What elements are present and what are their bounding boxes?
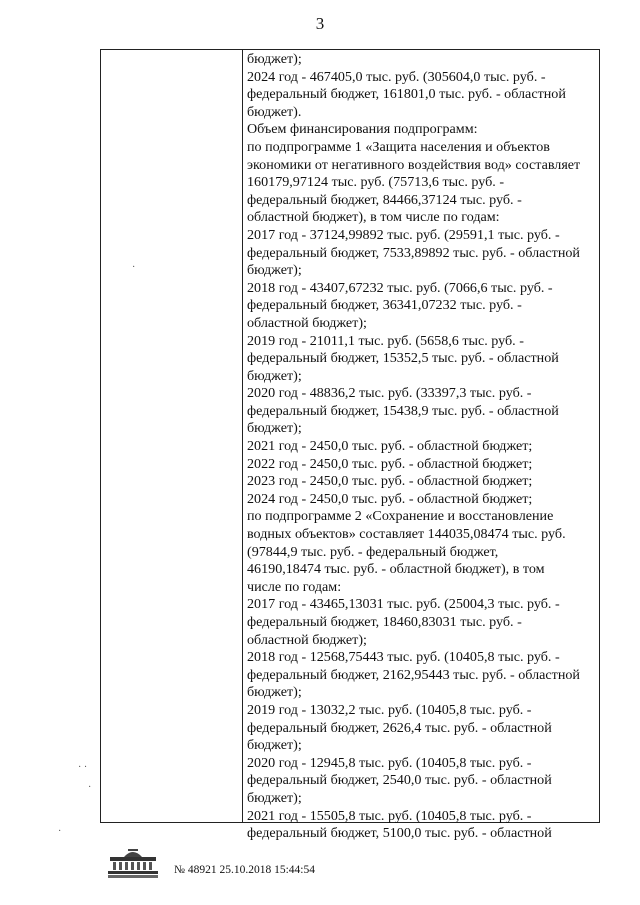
text-line: 2019 год - 21011,1 тыс. руб. (5658,6 тыс. руб. - <box>247 332 524 349</box>
text-line: 2017 год - 43465,13031 тыс. руб. (25004,3 тыс. руб. - <box>247 596 560 613</box>
text-line: федеральный бюджет, 36341,07232 тыс. руб. - <box>247 297 522 314</box>
scan-speck: · <box>132 262 136 273</box>
scan-speck: · <box>58 826 62 837</box>
text-line: Объем финансирования подпрограмм: <box>247 121 478 138</box>
text-line: 2021 год - 15505,8 тыс. руб. (10405,8 тыс. руб. - <box>247 807 532 824</box>
scan-speck: · · <box>78 762 88 773</box>
registration-stamp: № 48921 25.10.2018 15:44:54 <box>174 864 315 876</box>
text-line: числе по годам: <box>247 578 342 595</box>
text-line: федеральный бюджет, 2162,95443 тыс. руб. - областной <box>247 666 580 683</box>
text-line: по подпрограмме 2 «Сохранение и восстановление <box>247 508 554 525</box>
text-line: федеральный бюджет, 7533,89892 тыс. руб. - областной <box>247 244 580 261</box>
text-line: федеральный бюджет, 15438,9 тыс. руб. - областной <box>247 402 559 419</box>
text-line: бюджет); <box>247 367 302 384</box>
text-line: бюджет); <box>247 420 302 437</box>
text-line: 2024 год - 467405,0 тыс. руб. (305604,0 тыс. руб. - <box>247 68 546 85</box>
text-line: 2021 год - 2450,0 тыс. руб. - областной бюджет; <box>247 438 533 455</box>
registration-footer <box>104 845 484 885</box>
text-line: (97844,9 тыс. руб. - федеральный бюджет, <box>247 543 499 560</box>
text-line: федеральный бюджет, 2626,4 тыс. руб. - областной <box>247 719 552 736</box>
table-left-column <box>101 50 243 822</box>
text-line: федеральный бюджет, 5100,0 тыс. руб. - областной <box>247 825 552 842</box>
text-line: 2020 год - 48836,2 тыс. руб. (33397,3 тыс. руб. - <box>247 385 532 402</box>
text-line: 2018 год - 12568,75443 тыс. руб. (10405,8 тыс. руб. - <box>247 649 560 666</box>
text-line: бюджет); <box>247 737 302 754</box>
text-line: 2020 год - 12945,8 тыс. руб. (10405,8 тыс. руб. - <box>247 754 532 771</box>
text-line: областной бюджет), в том числе по годам: <box>247 209 500 226</box>
text-line: 2024 год - 2450,0 тыс. руб. - областной бюджет; <box>247 490 533 507</box>
text-line: 160179,97124 тыс. руб. (75713,6 тыс. руб. - <box>247 174 505 191</box>
text-line: 46190,18474 тыс. руб. - областной бюджет), в том <box>247 561 545 578</box>
text-line: 2022 год - 2450,0 тыс. руб. - областной бюджет; <box>247 455 533 472</box>
text-line: водных объектов» составляет 144035,08474 тыс. руб. <box>247 526 566 543</box>
text-line: бюджет); <box>247 684 302 701</box>
text-line: федеральный бюджет, 18460,83031 тыс. руб. - <box>247 614 522 630</box>
text-line: бюджет); <box>247 789 302 806</box>
text-line: федеральный бюджет, 161801,0 тыс. руб. - областной <box>247 86 566 103</box>
text-line: бюджет); <box>247 262 302 279</box>
registry-logo-icon <box>104 845 162 879</box>
text-line: экономики от негативного воздействия вод» составляет <box>247 156 581 173</box>
text-line: федеральный бюджет, 84466,37124 тыс. руб. - <box>247 191 522 208</box>
page-number: 3 <box>315 14 325 33</box>
text-line: 2017 год - 37124,99892 тыс. руб. (29591,1 тыс. руб. - <box>247 226 560 243</box>
text-line: 2019 год - 13032,2 тыс. руб. (10405,8 тыс. руб. - <box>247 701 532 718</box>
scan-speck: · <box>88 782 92 793</box>
text-line: федеральный бюджет, 15352,5 тыс. руб. - областной <box>247 350 559 367</box>
text-line: 2018 год - 43407,67232 тыс. руб. (7066,6 тыс. руб. - <box>247 279 553 296</box>
document-table <box>100 49 600 842</box>
table-right-column <box>247 51 599 843</box>
text-line: федеральный бюджет, 2540,0 тыс. руб. - областной <box>247 772 552 789</box>
text-line: бюджет); <box>247 51 302 67</box>
text-line: по подпрограмме 1 «Защита населения и объектов <box>247 138 550 155</box>
text-line: областной бюджет); <box>247 314 367 331</box>
text-line: бюджет). <box>247 103 302 120</box>
text-line: 2023 год - 2450,0 тыс. руб. - областной бюджет; <box>247 473 533 490</box>
text-line: областной бюджет); <box>247 631 367 648</box>
